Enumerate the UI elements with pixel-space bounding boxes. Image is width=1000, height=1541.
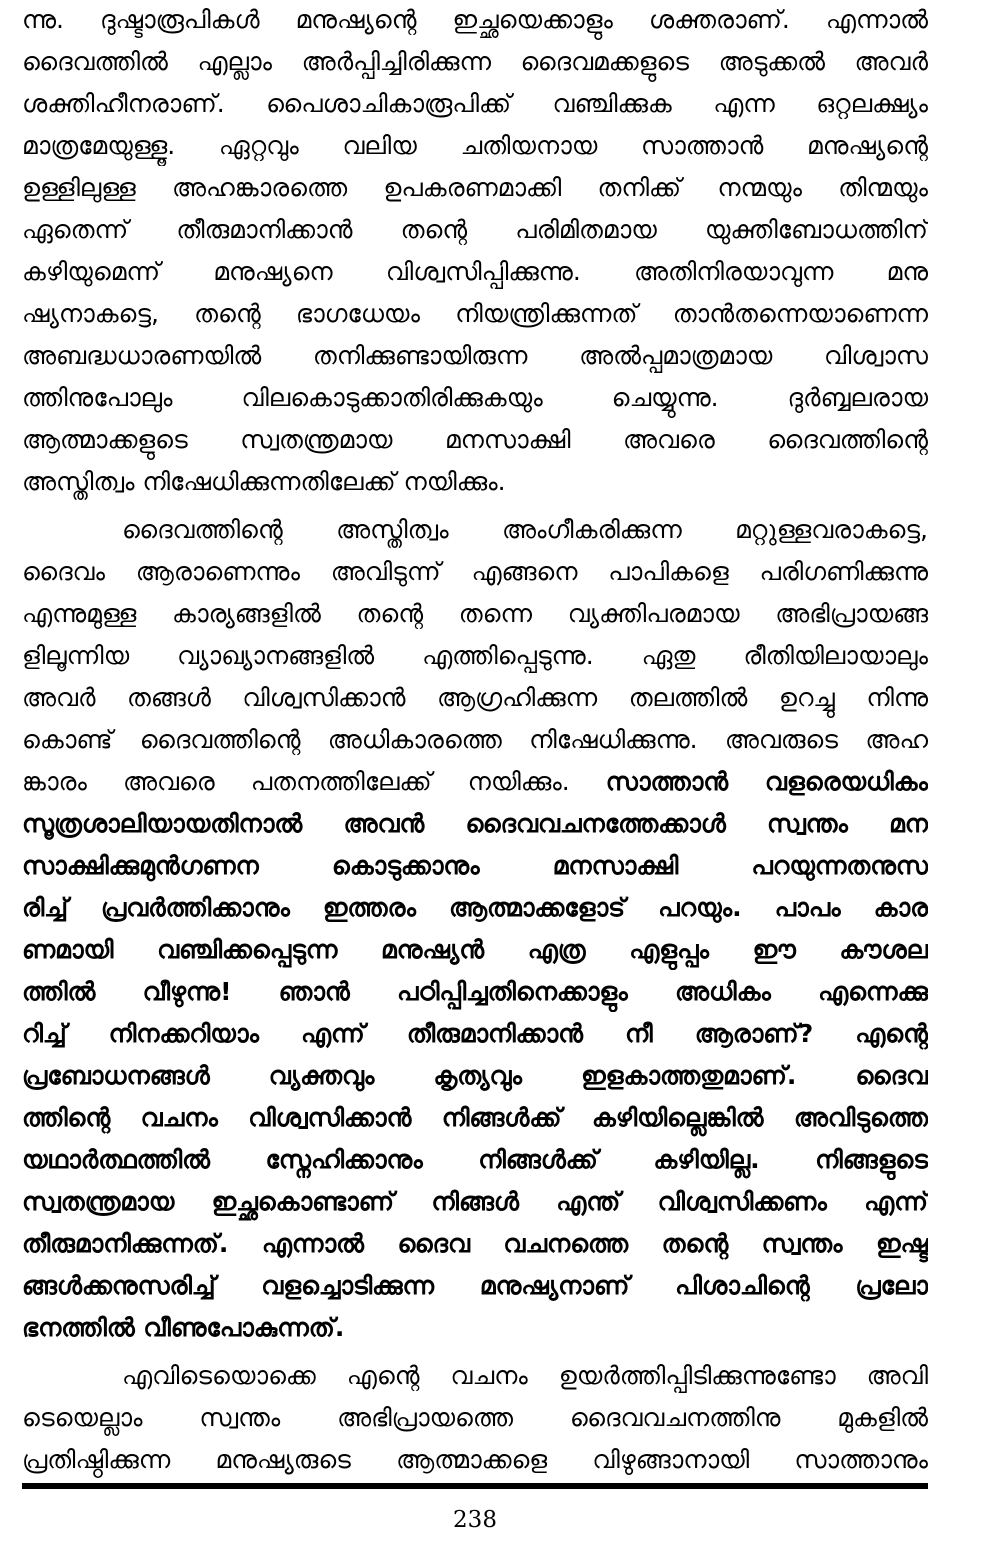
bold-text-line: സാക്ഷിക്കുമുൻഗണന കൊടുക്കാനും മനസാക്ഷി പറയുന്നതനുസ [22,851,928,880]
text-line: ദൈവത്തിൽ എല്ലാം അർപ്പിച്ചിരിക്കുന്ന ദൈവമക്കളുടെ അടുക്കൽ അവർ [22,47,928,76]
bold-text-line: റിച്ച് നിനക്കറിയാം എന്ന് തീരുമാനിക്കാൻ നീ ആരാണ്? എന്റെ [22,1019,928,1048]
text-line: അസ്തിത്വം നിഷേധിക്കുന്നതിലേക്ക് നയിക്കും. [22,467,506,496]
text-line: ടെയെല്ലാം സ്വന്തം അഭിപ്രായത്തെ ദൈവവചനത്തിനു മുകളിൽ [22,1403,928,1432]
bold-text-line: പ്രബോധനങ്ങൾ വ്യക്തവും കൃത്യവും ഇളകാത്തതുമാണ്. ദൈവ [22,1061,928,1090]
text-line: അവർ തങ്ങൾ വിശ്വസിക്കാൻ ആഗ്രഹിക്കുന്ന തലത്തിൽ ഉറച്ചു നിന്നു [22,683,928,712]
text-line: മാത്രമേയുള്ളൂ. ഏറ്റവും വലിയ ചതിയനായ സാത്താൻ മനുഷ്യന്റെ [22,131,928,160]
text-line: ഉള്ളിലുള്ള അഹങ്കാരത്തെ ഉപകരണമാക്കി തനിക്ക് നന്മയും തിന്മയും [22,173,928,202]
text-line: ആത്മാക്കളുടെ സ്വതന്ത്രമായ മനസാക്ഷി അവരെ ദൈവത്തിന്റെ [22,425,928,454]
regular-text: ങ്കാരം അവരെ പതനത്തിലേക്ക് നയിക്കും. [22,767,570,796]
text-line: പ്രതിഷ്ഠിക്കുന്ന മനുഷ്യരുടെ ആത്മാക്കളെ വിഴുങ്ങാനായി സാത്താനും [22,1445,928,1474]
text-line: ഷ്യനാകട്ടെ, തന്റെ ഭാഗധേയം നിയന്ത്രിക്കുന്നത് താൻതന്നെയാണെന്ന [22,299,928,328]
footer-rule [22,1483,928,1489]
text-line: അബദ്ധധാരണയിൽ തനിക്കുണ്ടായിരുന്ന അൽപ്പമാത്രമായ വിശ്വാസ [22,341,928,370]
bold-text-line: തീരുമാനിക്കുന്നത്. എന്നാൽ ദൈവ വചനത്തെ തന്റെ സ്വന്തം ഇഷ്ട [22,1229,928,1258]
text-line: കൊണ്ട് ദൈവത്തിന്റെ അധികാരത്തെ നിഷേധിക്കുന്നു. അവരുടെ അഹ [22,725,928,754]
paragraph-start-line: ദൈവത്തിന്റെ അസ്തിത്വം അംഗീകരിക്കുന്ന മറ്റുള്ളവരാകട്ടെ, [122,515,928,544]
text-line: എന്നുമുള്ള കാര്യങ്ങളിൽ തന്റെ തന്നെ വ്യക്തിപരമായ അഭിപ്രായങ്ങ [22,599,928,628]
text-line: ളിലൂന്നിയ വ്യാഖ്യാനങ്ങളിൽ എത്തിപ്പെടുന്നു. ഏതു രീതിയിലായാലും [22,641,928,670]
page-number: 238 [453,1507,497,1533]
text-line: കഴിയുമെന്ന് മനുഷ്യനെ വിശ്വസിപ്പിക്കുന്നു. അതിനിരയാവുന്ന മനു [22,257,928,286]
paragraph-start-line: എവിടെയൊക്കെ എന്റെ വചനം ഉയർത്തിപ്പിടിക്കുന്നുണ്ടോ അവി [122,1361,928,1390]
text-line: ന്നു. ദുഷ്ടാരൂപികൾ മനുഷ്യന്റെ ഇച്ഛയെക്കാളും ശക്തരാണ്. എന്നാൽ [22,5,928,34]
text-line: ദൈവം ആരാണെന്നും അവിടുന്ന് എങ്ങനെ പാപികളെ പരിഗണിക്കുന്നു [22,557,928,586]
bold-text-line: ഭനത്തിൽ വീണുപോകുന്നത്. [22,1313,345,1342]
text-line: ശക്തിഹീനരാണ്. പൈശാചികാരൂപിക്ക് വഞ്ചിക്കുക എന്ന ഒറ്റലക്ഷ്യം [22,89,928,118]
bold-text-line: ണമായി വഞ്ചിക്കപ്പെടുന്ന മനുഷ്യൻ എത്ര എളുപ്പം ഈ കൗശല [22,935,928,964]
text-line: ത്തിനുപോലും വിലകൊടുക്കാതിരിക്കുകയും ചെയ്യുന്നു. ദുർബ്ബലരായ [22,383,928,412]
bold-text-line: ത്തിന്റെ വചനം വിശ്വസിക്കാൻ നിങ്ങൾക്ക് കഴിയില്ലെങ്കിൽ അവിടുത്തെ [22,1103,928,1132]
bold-text-line: രിച്ച് പ്രവർത്തിക്കാനും ഇത്തരം ആത്മാക്കളോട് പറയും. പാപം കാര [22,893,928,922]
bold-text-line: യഥാർത്ഥത്തിൽ സ്നേഹിക്കാനും നിങ്ങൾക്ക് കഴിയില്ല. നിങ്ങളുടെ [22,1145,928,1174]
bold-text-line: സൂത്രശാലിയായതിനാൽ അവൻ ദൈവവചനത്തേക്കാൾ സ്വന്തം മന [22,809,928,838]
bold-text-line: ങ്ങൾക്കനുസരിച്ച് വളച്ചൊടിക്കുന്ന മനുഷ്യനാണ് പിശാചിന്റെ പ്രലോ [22,1271,928,1300]
book-page [22,0,928,1541]
bold-text-line: ത്തിൽ വീഴുന്നു! ഞാൻ പഠിപ്പിച്ചതിനെക്കാളും അധികം എന്നെക്കു [22,977,928,1006]
mixed-text-line [22,762,928,802]
bold-text: സാത്താൻ വളരെയധികം [605,767,928,796]
bold-text-line: സ്വതന്ത്രമായ ഇച്ഛകൊണ്ടാണ് നിങ്ങൾ എന്ത് വിശ്വസിക്കണം എന്ന് [22,1187,928,1216]
text-line: ഏതെന്ന് തീരുമാനിക്കാൻ തന്റെ പരിമിതമായ യുക്തിബോധത്തിന് [22,215,928,244]
